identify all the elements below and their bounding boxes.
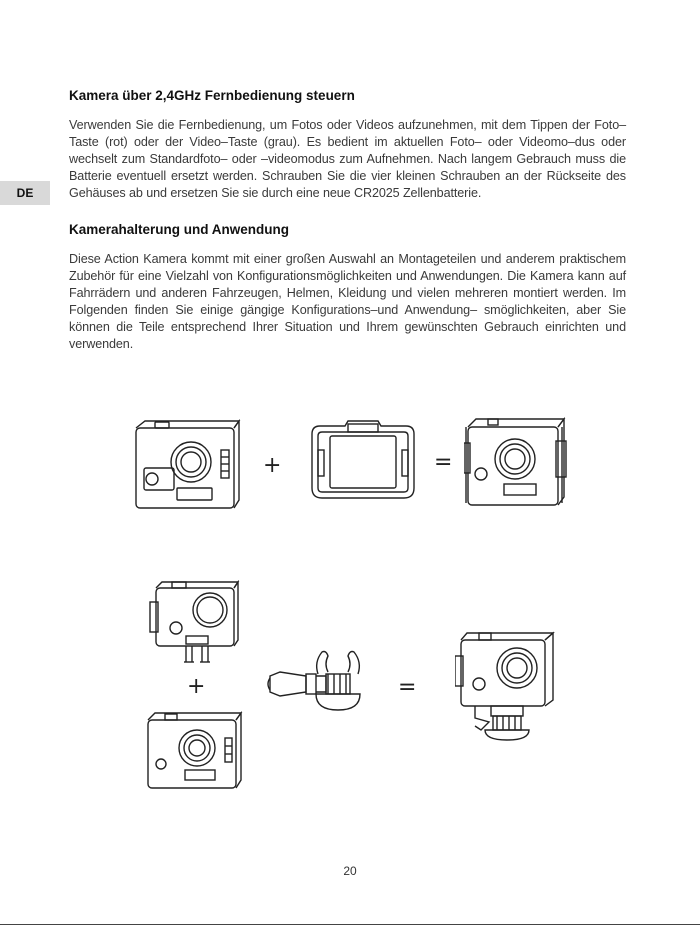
page-number: 20	[343, 864, 357, 878]
camera-illustration	[145, 710, 245, 790]
camera-illustration	[133, 418, 245, 510]
language-tab: DE	[0, 181, 50, 205]
waterproof-housing-illustration	[148, 580, 240, 666]
equals-sign: =	[398, 675, 417, 700]
bottom-rule	[0, 924, 700, 925]
section-body-mounting: Diese Action Kamera kommt mit einer großen Auswahl an Montageteilen und anderem praktischem Zubehör für eine Vielzahl von Konfigurationsmöglichkeiten und Anwendungen. Die Kamera kann auf Fahrrädern und anderen Fahrzeugen, Helmen, Kleidung und vielen mehreren montiert werden. Im Folgenden finden Sie einige gängige Konfigurations–und Anwendung– smöglichkeiten, aber Sie können die Teile entsprechend Ihrer Situation und Ihrem gewünschten Gebrauch einrichten und verwenden.	[69, 252, 626, 351]
camera-in-frame-illustration	[464, 413, 570, 509]
frame-illustration	[310, 420, 416, 500]
housing-on-buckle-illustration	[455, 630, 559, 742]
section-body-remote: Verwenden Sie die Fernbedienung, um Fotos oder Videos aufzunehmen, mit dem Tippen der Foto–Taste (rot) oder der Video–Taste (grau). Es bedient im aktuellen Foto– oder Videomo–dus oder wechselt zum Standardfoto– oder –videomodus zum Aufnehmen. Nach langem Gebrauch muss die Batterie eventuell ersetzt werden. Schrauben Sie die vier kleinen Schrauben an der Rückseite des Gehäuses ab und ersetzen Sie sie durch eine neue CR2025 Zellenbatterie.	[69, 118, 626, 200]
equals-sign: =	[434, 450, 453, 475]
section-title-remote: Kamera über 2,4GHz Fernbedienung steuern	[69, 88, 355, 103]
plus-sign: +	[263, 453, 282, 478]
buckle-mount-illustration	[266, 648, 370, 714]
plus-sign: +	[187, 674, 206, 699]
section-title-mounting: Kamerahalterung und Anwendung	[69, 222, 290, 237]
